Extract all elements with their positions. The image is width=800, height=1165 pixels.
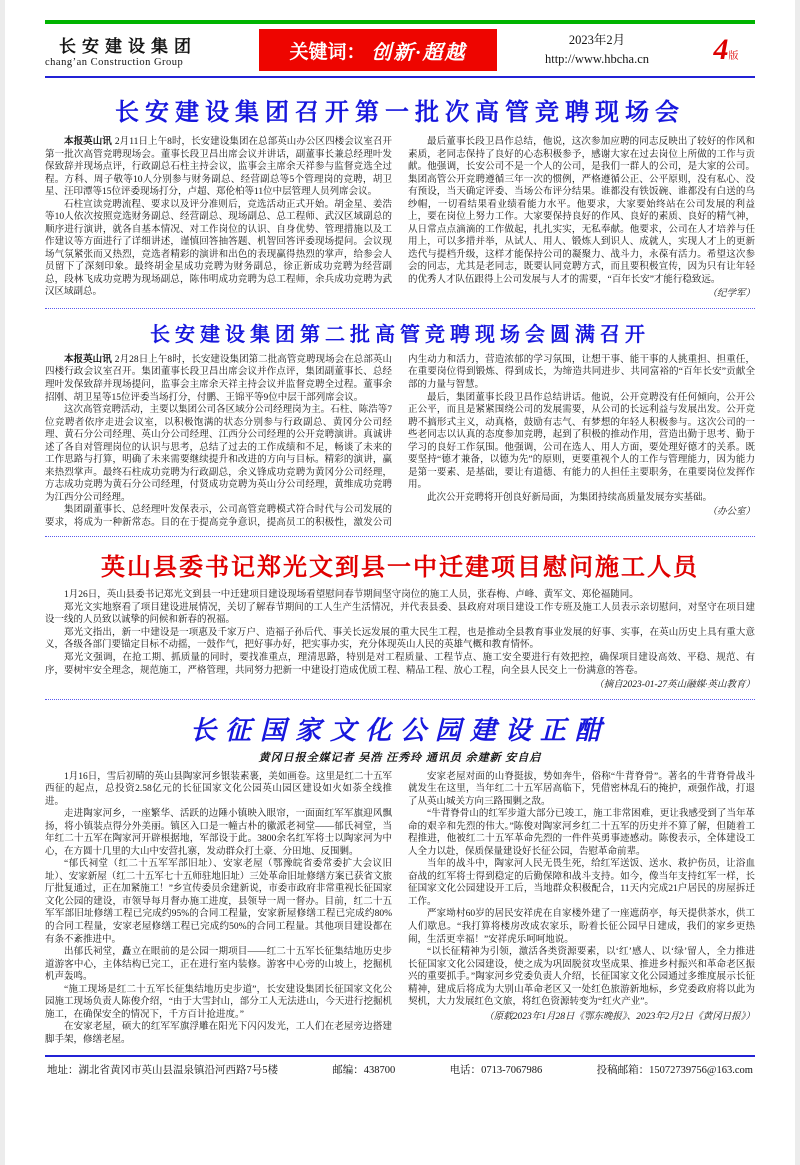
- masthead: [45, 24, 755, 78]
- paragraph: “以长征精神为引领，激活各类资源要素，以‘红’感人、以‘绿’留人，全力推进长征国家文化公园建设，使之成为巩固脱贫攻坚成果、推进乡村振兴和革命老区振兴的重要抓手。”陶家河乡党委负责人介绍，长征国家文化公园通过多维度展示长征精神，建成后将成为大别山革命老区又一处红色旅游新地标，乡党委政府将以此为契机，大力发展红色文旅，将红色资源转变为“红火产业”。: [408, 947, 755, 1008]
- paragraph: [45, 354, 392, 404]
- masthead-org: [45, 32, 245, 68]
- dateline: 本报英山讯: [64, 354, 112, 365]
- paragraph: 郑光文实地察看了项目建设进展情况，关切了解春节期间的工人生产生活情况，并代表县委、县政府对项目建设工作专班及施工人员表示亲切慰问，对坚守在项目建设一线的人员致以诚挚的问候和新春的祝福。: [45, 602, 755, 626]
- article-4-credit: （原载2023年1月28日《鄂东晚报》、2023年2月2日《黄冈日报》）: [484, 1011, 755, 1022]
- article-3-title: 英山县委书记郑光文到县一中迁建项目慰问施工人员: [101, 552, 699, 582]
- article-4-body: [45, 771, 755, 1047]
- paragraph: 石柱宣读竞聘流程、要求以及评分准则后，竞选活动正式开始。胡金星、姜浩等10人依次按照竞选财务副总、经营副总、现场副总、总工程师、武汉区域副总的顺序进行演讲，就各自基本情况、对工作岗位的认识、自身优势、管理措施以及工作建议等方面进行了详细讲述，谨慎回答抽答题、机智回答评委现场提问。会议现场气氛紧张而又热烈，竞选者精彩的演讲和出色的表现赢得热烈的掌声，给参会人员留下了深刻印象。最终胡金星成功竞聘为财务副总，徐正新成功竞聘为经营副总，段林飞成功竞聘为现场副总，陈伟明成功竞聘为总工程师，余兵成功竞聘为武汉区域副总。: [45, 199, 392, 298]
- footer-postcode-value: 438700: [363, 1065, 396, 1077]
- article-4: [45, 710, 755, 1047]
- section-divider: [45, 536, 755, 537]
- masthead-issue-info: [511, 31, 683, 69]
- footer-email-value[interactable]: 15072739756@163.com: [649, 1065, 753, 1077]
- paragraph: 集团副董事长、总经理叶发保表示，公司高管竞聘模式符合时代与公司发展的要求，将成为一种新常态。目的在于提高竞争意识，提高员工的积极性，激发公司内生动力和活力，营造浓郁的学习氛围，让想干事、能干事的人挑重担、担重任，在重要岗位得到锻炼、得到成长，为缔造共同进步、共同富裕的“百年长安”贡献全部的力量与智慧。: [45, 354, 755, 528]
- paragraph-text: 2月28日上午8时，长安建设集团第二批高管竞聘现场会在总部英山四楼行政会议室召开。集团董事长段卫昌出席会议并作点评，集团副董事长、总经理叶发保致辞并现场提问，监事会主席余天祥主持会议并监督竞聘全过程。董事余招刚、胡卫星等15位评委当场打分，付鹏、王锦平等9位中层干部列席会议。: [45, 354, 392, 403]
- paragraph: 1月26日，英山县委书记郑光文到县一中迁建项目建设现场看望慰问春节期间坚守岗位的施工人员，张春梅、卢峰、黄军文、郑伦福随同。: [64, 590, 639, 601]
- paragraph: 当年的战斗中，陶家河人民无畏生死，给红军送饭、送水、救护伤员，让浴血奋战的红军将士得到稳定的后勤保障和战斗支持。如今，像当年支持红军一样，长征国家文化公园建设开工后，当地群众积极配合，11天内完成21户居民的房屋拆迁工作。: [408, 859, 755, 907]
- footer-address-label: 地址：: [47, 1065, 79, 1077]
- article-2: [45, 318, 755, 529]
- article-1-credit: （纪学军）: [707, 289, 755, 300]
- keyword-label: 关键词：: [289, 41, 366, 63]
- footer-postcode-label: 邮编：: [332, 1065, 364, 1077]
- paragraph: “牛背脊骨山的红军步道大部分已竣工，施工非常困难，更让我感受到了当年革命的艰辛和先烈的伟大。”陈俊对陶家河乡红二十五军的历史并不算了解，但随着工程推进，他被红二十五军革命先烈的一件件英勇事迹感动。陈俊表示，全体建设工人全力以赴，保质保量建设好长征公园，告慰革命前辈。: [408, 809, 755, 857]
- paragraph: “郁氏祠堂（红二十五军军部旧址）、安家老屋（鄂豫皖省委常委扩大会议旧址）、安家新屋（红二十五军七十五师驻地旧址）三处革命旧址修缮方案已获省文旅厅批复通过，正在加紧施工！”乡宣传委员余建新说，市委市政府非常重视长征国家文化公园的建设，市领导每月督办施工进度，县领导一周一督办。目前，红二十五军军部旧址修缮工程已完成约95%的合同工程量，安家新屋修缮工程已完成约80%的合同工程量，安家老屋修缮工程已完成约50%的合同工程量。其他项目建设都在有条不紊推进中。: [45, 859, 392, 945]
- article-1-body: [45, 136, 755, 301]
- paragraph: 走进陶家河乡，一座繁华、活跃的边陲小镇映入眼帘，一面面红军军旗迎风飘扬，将小镇装点得分外美丽。镇区入口是一幢古朴的徽派老祠堂——郁氏祠堂，当年红二十五军在陶家河开辟根据地，军部设于此。3800余名红军将士以陶家河为中心，在方圆十几里的大山中安营扎寨，发动群众打土豪、分田地、反围剿。: [45, 809, 392, 857]
- footer-address-value: 湖北省黄冈市英山县温泉镇沿河西路7号5楼: [78, 1065, 278, 1077]
- page-number-label: 版: [728, 51, 739, 62]
- article-4-byline: 黄冈日报全媒记者 吴浩 汪秀玲 通讯员 余建新 安自启: [258, 751, 542, 764]
- org-name-cn: 长安建设集团: [59, 37, 197, 56]
- article-3-body: [45, 589, 755, 691]
- org-name-en: chang’an Construction Group: [45, 57, 184, 68]
- article-2-credit: （办公室）: [707, 507, 755, 518]
- article-2-body: [45, 354, 755, 529]
- paragraph: 最后，集团董事长段卫昌作总结讲话。他说，公开竞聘没有任何倾向，公开公正公平，而且是紧紧围绕公司的发展需要，从公司的长远利益与发展出发。公开竞聘不搞形式主义，动真格，鼓励有志气、有梦想的年轻人积极参与。这次公司的一些老同志以认真的态度参加竞聘，起到了积极的推动作用，营造出勤于思考、勤于学习的良好工作氛围。他强调，公司在选人、用人方面，要处理好德才的关系。既要坚持“德才兼备，以德为先”的原则，更要重视个人的工作与管理能力，因为能力是第一要素、是基础，要让有道德、有能力的人担任主要职务，在重要岗位发挥作用。: [408, 392, 755, 491]
- dateline: 本报英山讯: [64, 137, 112, 147]
- article-1: [45, 92, 755, 301]
- article-3-credit: （摘自2023-01-27英山融媒·英山教育）: [594, 680, 755, 691]
- page-number-block: [697, 35, 755, 65]
- article-2-title: 长安建设集团第二批高管竞聘现场会圆满召开: [150, 323, 650, 346]
- section-divider: [45, 308, 755, 309]
- paragraph: 最后董事长段卫昌作总结，他说，这次参加应聘的同志反映出了较好的作风和素质，老同志保持了良好的心态积极参予，感谢大家在过去岗位上所做的工作与贡献。他强调，长安公司不是一个人的公司，是我们一群人的公司，是大家的公司。集团高管公开竞聘遵循三年一次的惯例，严格遵循公正、公平原则，没有私心、没有预设，当天确定评委、当场公布评分结果。谁都没有铁饭碗、谁都没有白送的乌纱帽，一切看结果看业绩看能力水平。他要求，大家要始终站在公司发展的利益上，要在岗位上努力工作。大家要保持良好的作风、良好的素质、良好的精气神，从日常点点滴滴的工作做起，扎扎实实，无私奉献。他要求，公司在人才培养与任用上，可以多措并举，从试人、用人、锻炼人到识人、成就人，实现人才上的更新迭代与提档升级，这样才能保持公司的凝聚力、战斗力，永葆有活力。希望这次参会的同志，尤其是老同志，既要认同竞聘方式，而且要积极宣传，因为只有让年轻的优秀人才队伍跟得上公司发展与人才的需要，“百年长安”才能行稳致远。: [408, 137, 755, 285]
- page-number: 4: [713, 33, 729, 66]
- paragraph: 郑光文强调，在抢工期、抓质量的同时，要找准重点，理清思路，特别是对工程质量、工程节点、施工安全要进行有效把控，确保项目建设高效、平稳、规范、有序，要树牢安全理念，规范施工，严格管理，共同努力把新一中建设打造成优质工程、精品工程、放心工程，向全县人民交上一份满意的答卷。: [45, 653, 755, 676]
- paragraph: [45, 136, 392, 199]
- footer-email: [597, 1062, 753, 1077]
- keyword-banner: [259, 29, 497, 71]
- footer-phone-label: 电话：: [449, 1065, 482, 1077]
- paragraph: 1月16日，雪后初晴的英山县陶家河乡银装素裹，美如画卷。这里是红二十五军西征的起点，总投资2.58亿元的长征国家文化公园英山园区建设如火如荼全线推进。: [45, 771, 392, 807]
- page-footer: [45, 1055, 755, 1077]
- keyword-slogan: 创新·超越: [371, 41, 467, 64]
- paragraph: 在安家老屋，硕大的红军军旗浮雕在阳光下闪闪发光，工人们在老屋旁边搭建脚手架，修缮老屋。: [45, 1022, 392, 1045]
- article-1-title: 长安建设集团召开第一批次高管竞聘现场会: [115, 99, 685, 126]
- paragraph: 此次公开竞聘将开创良好新局面，为集团持续高质量发展夯实基础。: [427, 492, 713, 503]
- site-url[interactable]: http://www.hbcha.cn: [544, 52, 650, 66]
- paragraph: 出郁氏祠堂，矗立在眼前的是公园一期项目——红二十五军长征集结地历史步道游客中心，主体结构已完工，正在进行室内装修。游客中心旁的山坡上，挖掘机机声轰鸣。: [45, 947, 392, 983]
- section-divider: [45, 699, 755, 700]
- article-4-title: 长征国家文化公园建设正酣: [189, 715, 610, 746]
- footer-address: [47, 1062, 278, 1077]
- paragraph: 严家坳村60岁的居民安祥虎在自家楼外建了一座遮荫亭，每天提供茶水，供工人们歇息。“我打算将楼房改成农家乐，盼着长征公园早日建成，我们的家乡更热闹，生活更幸福！”安祥虎乐呵呵地说。: [408, 909, 755, 945]
- paragraph: 安家老屋对面的山脊挺拔，势如奔牛，俗称“牛背脊骨”。著名的牛背脊骨战斗就发生在这里，当年红二十五军居高临下，凭借密林乱石的掩护，顽强作战，打退了从英山城关方向三路围剿之敌。: [408, 771, 755, 807]
- footer-phone-value: 0713-7067986: [481, 1065, 543, 1077]
- footer-phone: [450, 1062, 543, 1077]
- paragraph: 这次高管竞聘活动，主要以集团公司各区域分公司经理岗为主。石柱、陈浩等7位竞聘者依序走进会议室，以积极饱满的状态分别参与行政副总、黄冈分公司经理、黄石分公司经理、英山分公司经理、江西分公司经理的公开竞聘演讲。真诚讲述了各自对管理岗位的认识与思考，总结了过去的工作成绩和不足，畅谈了未来的工作思路与打算，明确了未来需要继续提升和改进的方向与目标。精彩的演讲，赢来热烈掌声。最终石柱成功竞聘为行政副总，余义锋成功竞聘为黄冈分公司经理，方志成功竞聘为黄石分公司经理，付贤成功竞聘为英山分公司经理，黄维成功竞聘为江西分公司经理。: [45, 405, 392, 503]
- footer-email-label: 投稿邮箱：: [596, 1065, 650, 1077]
- article-3: [45, 547, 755, 691]
- footer-postcode: [332, 1062, 395, 1077]
- paragraph: 郑光文指出，新一中建设是一项惠及千家万户、造福子孙后代、事关长远发展的重大民生工程，也是推动全县教育事业发展的好事、实事，在英山历史上具有重大意义，各级各部门要锚定目标不动摇，一鼓作气，把好事办好，把实事办实，充分体现英山人民的英雄气概和教育情怀。: [45, 627, 755, 651]
- paragraph-text: 2月11日上午8时，长安建设集团在总部英山办公区四楼会议室召开第一批次高管竞聘现场会。董事长段卫昌出席会议并讲话，副董事长兼总经理叶发保致辞并现场点评，行政副总石柱主持会议，监事会主席余天祥参与监督竞选全过程。方科、周子敬等10人分别参与财务副总、经营副总等5个管理岗的竞聘，胡卫星、汪印潭等15位评委现场打分，卢超、郑伦柏等11位中层管理人员列席会议。: [45, 137, 392, 198]
- paragraph: “施工现场是红二十五军长征集结地历史步道”，长安建设集团长征国家文化公园施工现场负责人陈俊介绍，“由于大雪封山，部分工人无法进山，今天进行挖掘机施工，在确保安全的情况下，千方百计抢进度。”: [45, 984, 392, 1020]
- issue-date: 2023年2月: [568, 33, 626, 48]
